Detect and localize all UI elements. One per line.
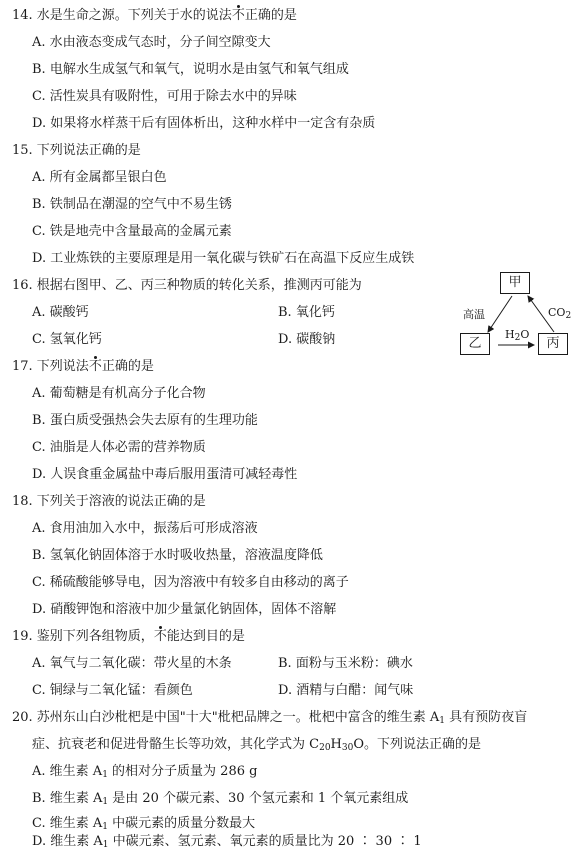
q18-option-c: C. 稀硫酸能够导电，因为溶液中有较多自由移动的离子 [32,575,349,590]
q14-option-d: D. 如果将水样蒸干后有固体析出，这种水样中一定含有杂质 [32,116,376,131]
q17-stem: 17. 下列说法不正确的是 [12,359,154,374]
q16-option-d: D. 碳酸钠 [278,332,336,347]
q15-option-a: A. 所有金属都呈银白色 [32,170,167,185]
q20-option-a: A. 维生素 $A_1$ 的相对分子质量为 286 g [32,764,258,780]
q18-option-b: B. 氢氧化钠固体溶于水时吸收热量，溶液温度降低 [32,548,323,563]
q20-stem-line2: 症、抗衰老和促进骨骼生长等功效，其化学式为 $C_{20}H_{30}O$。下列说法正确的是 [32,737,482,753]
emphasis-dot-text: 不 [153,629,167,644]
q14-stem: 14. 水是生命之源。下列关于水的说法不正确的是 [12,8,297,23]
q17-option-c: C. 油脂是人体必需的营养物质 [32,440,206,455]
label-high-temperature: 高温 [463,308,485,321]
q16-option-c: C. 氢氧化钙 [32,332,102,347]
node-jia: 甲 [500,272,530,294]
node-bing: 丙 [538,333,568,355]
q19-option-b: B. 面粉与玉米粉：碘水 [278,656,413,671]
label-water: $H_2O$ [505,328,530,343]
q18-stem: 18. 下列关于溶液的说法正确的是 [12,494,206,509]
q17-option-b: B. 蛋白质受强热会失去原有的生理功能 [32,413,258,428]
arrow-jia-to-yi [488,296,512,332]
q19-stem: 19. 鉴别下列各组物质，不能达到目的是 [12,629,245,644]
q20-option-c: C. 维生素 $A_1$ 中碳元素的质量分数最大 [32,816,256,832]
q16-stem: 16. 根据右图甲、乙、丙三种物质的转化关系，推测丙可能为 [12,278,362,293]
q17-option-a: A. 葡萄糖是有机高分子化合物 [32,386,206,401]
label-carbon-dioxide: $CO_2$ [548,306,572,321]
q14-option-b: B. 电解水生成氢气和氧气，说明水是由氢气和氧气组成 [32,62,349,77]
q18-option-d: D. 硝酸钾饱和溶液中加少量氯化钠固体，固体不溶解 [32,602,337,617]
q20-option-d: D. 维生素 $A_1$ 中碳元素、氢元素、氧元素的质量比为 20 ∶ 30 ∶ 1 [32,834,422,850]
q16-option-a: A. 碳酸钙 [32,305,89,320]
q15-option-c: C. 铁是地壳中含量最高的金属元素 [32,224,232,239]
q20-stem-line1: 20. 苏州东山白沙枇杷是中国"十大"枇杷品牌之一。枇杷中富含的维生素 $A_1$ 具有预防夜盲 [12,710,528,726]
q15-option-d: D. 工业炼铁的主要原理是用一氧化碳与铁矿石在高温下反应生成铁 [32,251,415,266]
q17-option-d: D. 人误食重金属盐中毒后服用蛋清可减轻毒性 [32,467,298,482]
emphasis-dot-text: 不 [88,359,102,374]
q19-option-c: C. 铜绿与二氧化锰：看颜色 [32,683,193,698]
q14-option-a: A. 水由液态变成气态时，分子间空隙变大 [32,35,271,50]
q14-option-c: C. 活性炭具有吸附性，可用于除去水中的异味 [32,89,297,104]
emphasis-dot-text: 不 [231,8,245,23]
node-yi: 乙 [460,333,490,355]
q19-option-a: A. 氧气与二氧化碳：带火星的木条 [32,656,232,671]
q20-option-b: B. 维生素 $A_1$ 是由 20 个碳元素、30 个氢元素和 1 个氧元素组成 [32,791,409,807]
q19-option-d: D. 酒精与白醋：闻气味 [278,683,414,698]
q18-option-a: A. 食用油加入水中，振荡后可形成溶液 [32,521,258,536]
q15-stem: 15. 下列说法正确的是 [12,143,141,158]
q15-option-b: B. 铁制品在潮湿的空气中不易生锈 [32,197,232,212]
q16-option-b: B. 氧化钙 [278,305,335,320]
